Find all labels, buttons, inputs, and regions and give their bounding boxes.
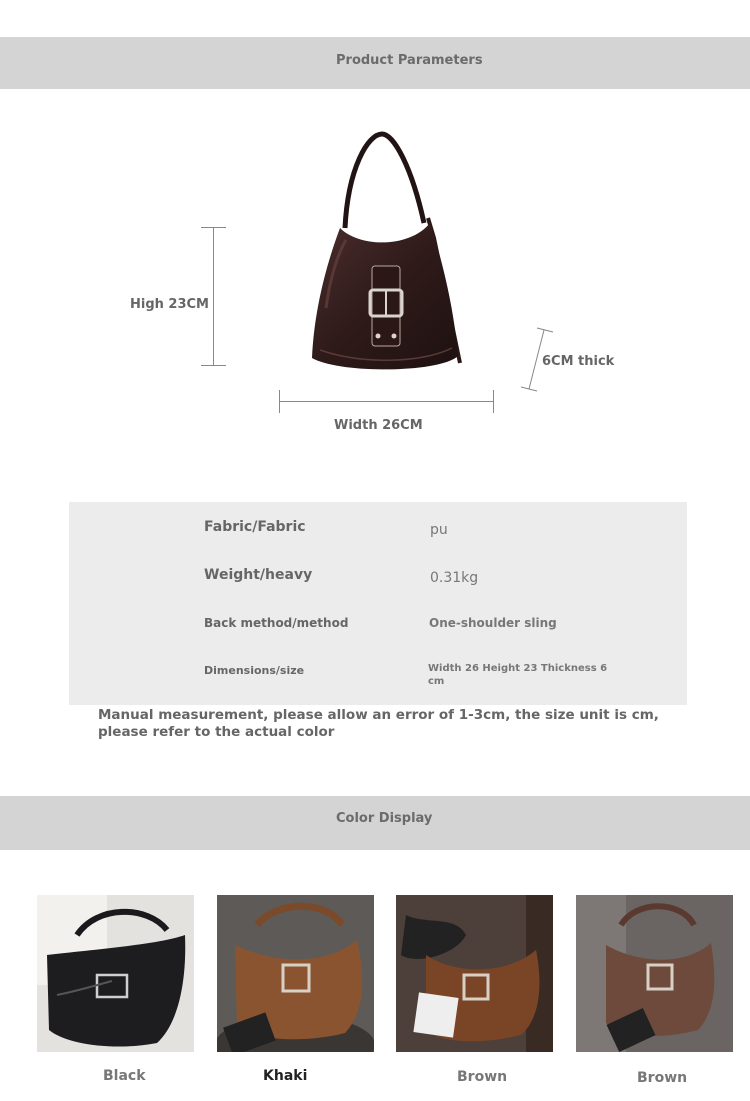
color-label-black: Black — [103, 1068, 146, 1084]
color-swatch-black[interactable] — [37, 895, 194, 1052]
bag-photo-khaki — [217, 895, 374, 1052]
bag-photo-brown-1 — [396, 895, 553, 1052]
height-cap-top — [201, 227, 226, 228]
width-label: Width 26CM — [334, 418, 423, 433]
section-title: Color Display — [336, 811, 433, 826]
thickness-label: 6CM thick — [542, 354, 615, 369]
color-label-brown-2: Brown — [637, 1070, 688, 1086]
param-key-back-method: Back method/method — [204, 616, 349, 630]
width-line — [279, 401, 494, 402]
bag-photo-brown-2 — [576, 895, 733, 1052]
param-key-fabric: Fabric/Fabric — [204, 519, 306, 535]
param-value-dimensions: Width 26 Height 23 Thickness 6 cm — [428, 663, 608, 687]
parameter-table — [69, 502, 687, 705]
width-cap-left — [279, 390, 280, 413]
height-cap-bottom — [201, 365, 226, 366]
height-line — [213, 227, 214, 366]
section-header-parameters — [0, 37, 750, 89]
bag-photo-black — [37, 895, 194, 1052]
measurement-note: Manual measurement, please allow an error of 1-3cm, the size unit is cm, please refer to the actual color — [98, 707, 659, 740]
color-swatch-brown-2[interactable] — [576, 895, 733, 1052]
param-key-dimensions: Dimensions/size — [204, 664, 305, 677]
section-header-colors — [0, 796, 750, 850]
param-value-fabric: pu — [430, 522, 448, 538]
color-swatch-brown-1[interactable] — [396, 895, 553, 1052]
bag-product-image — [300, 128, 470, 376]
color-swatch-khaki[interactable] — [217, 895, 374, 1052]
height-label: High 23CM — [130, 297, 209, 312]
param-key-weight: Weight/heavy — [204, 567, 313, 583]
param-value-back-method: One-shoulder sling — [429, 616, 557, 630]
section-title: Product Parameters — [336, 53, 483, 68]
color-label-brown-1: Brown — [457, 1069, 508, 1085]
width-cap-right — [493, 390, 494, 413]
param-value-weight: 0.31kg — [430, 570, 479, 586]
color-label-khaki: Khaki — [263, 1068, 308, 1084]
